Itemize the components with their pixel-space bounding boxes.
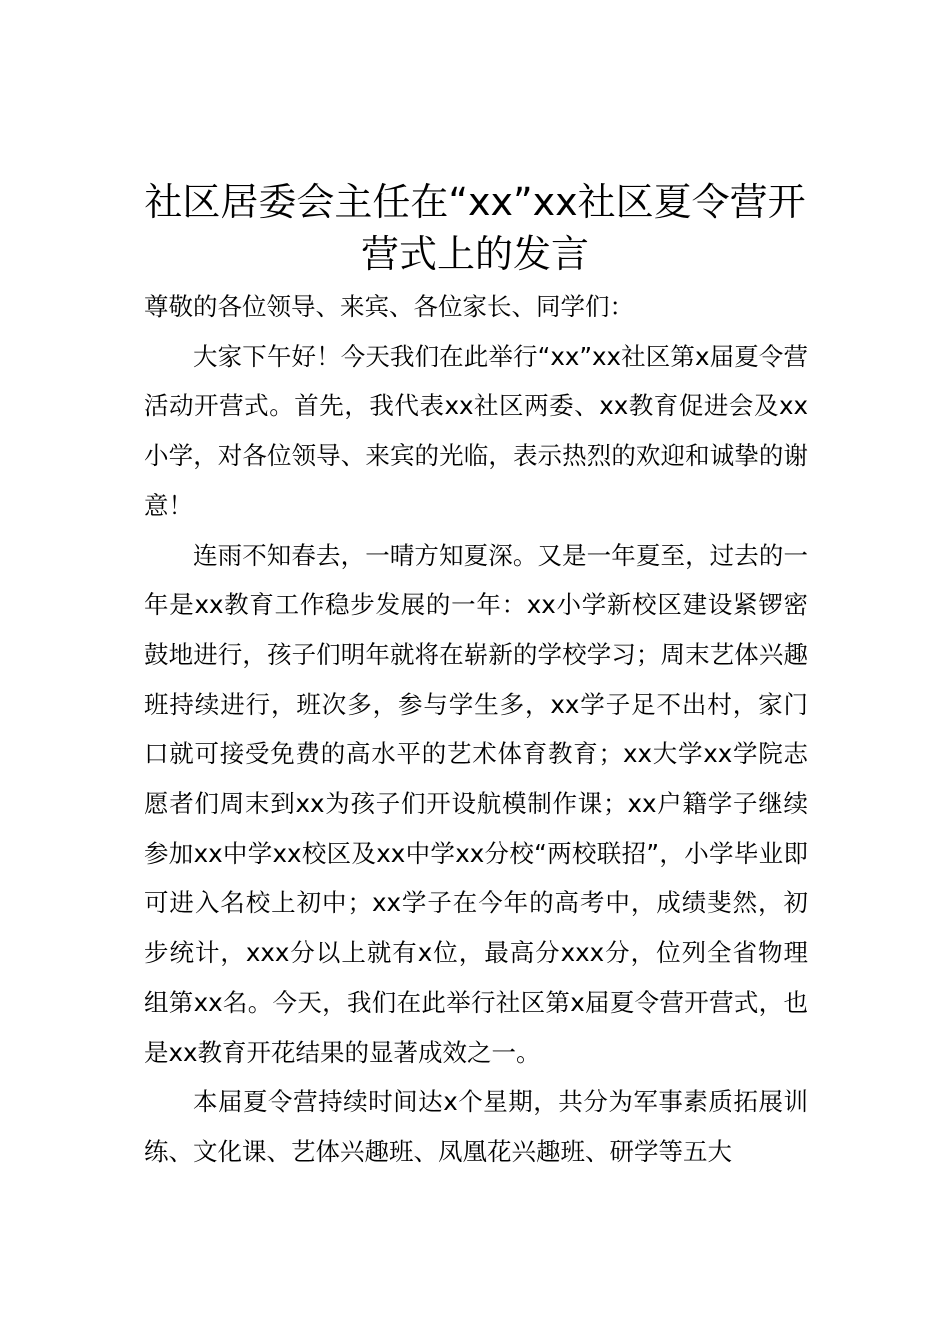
salutation: 尊敬的各位领导、来宾、各位家长、同学们： (144, 292, 634, 321)
document-title: 社区居委会主任在“xx”xx社区夏令营开营式上的发言 (144, 180, 806, 276)
paragraph: 连雨不知春去，一晴方知夏深。又是一年夏至，过去的一年是xx教育工作稳步发展的一年：xx小学新校区建设紧锣密鼓地进行，孩子们明年就将在崭新的学校学习；周末艺体兴趣班持续进行，班次多，参与学生多，xx学子足不出村，家门口就可接受免费的高水平的艺术体育教育；xx大学xx学院志愿者们周末到xx为孩子们开设航模制作课；xx户籍学子继续参加xx中学xx校区及xx中学xx分校“两校联招”，小学毕业即可进入名校上初中；xx学子在今年的高考中，成绩斐然，初步统计，xxx分以上就有x位，最高分xxx分，位列全省物理组第xx名。今天，我们在此举行社区第x届夏令营开营式，也是xx教育开花结果的显著成效之一。 (144, 540, 808, 1067)
paragraph: 大家下午好！今天我们在此举行“xx”xx社区第x届夏令营活动开营式。首先，我代表xx社区两委、xx教育促进会及xx小学，对各位领导、来宾的光临，表示热烈的欢迎和诚挚的谢意！ (144, 341, 808, 520)
document-body (144, 282, 808, 1177)
paragraph: 本届夏令营持续时间达x个星期，共分为军事素质拓展训练、文化课、艺体兴趣班、凤凰花兴趣班、研学等五大 (144, 1087, 808, 1166)
